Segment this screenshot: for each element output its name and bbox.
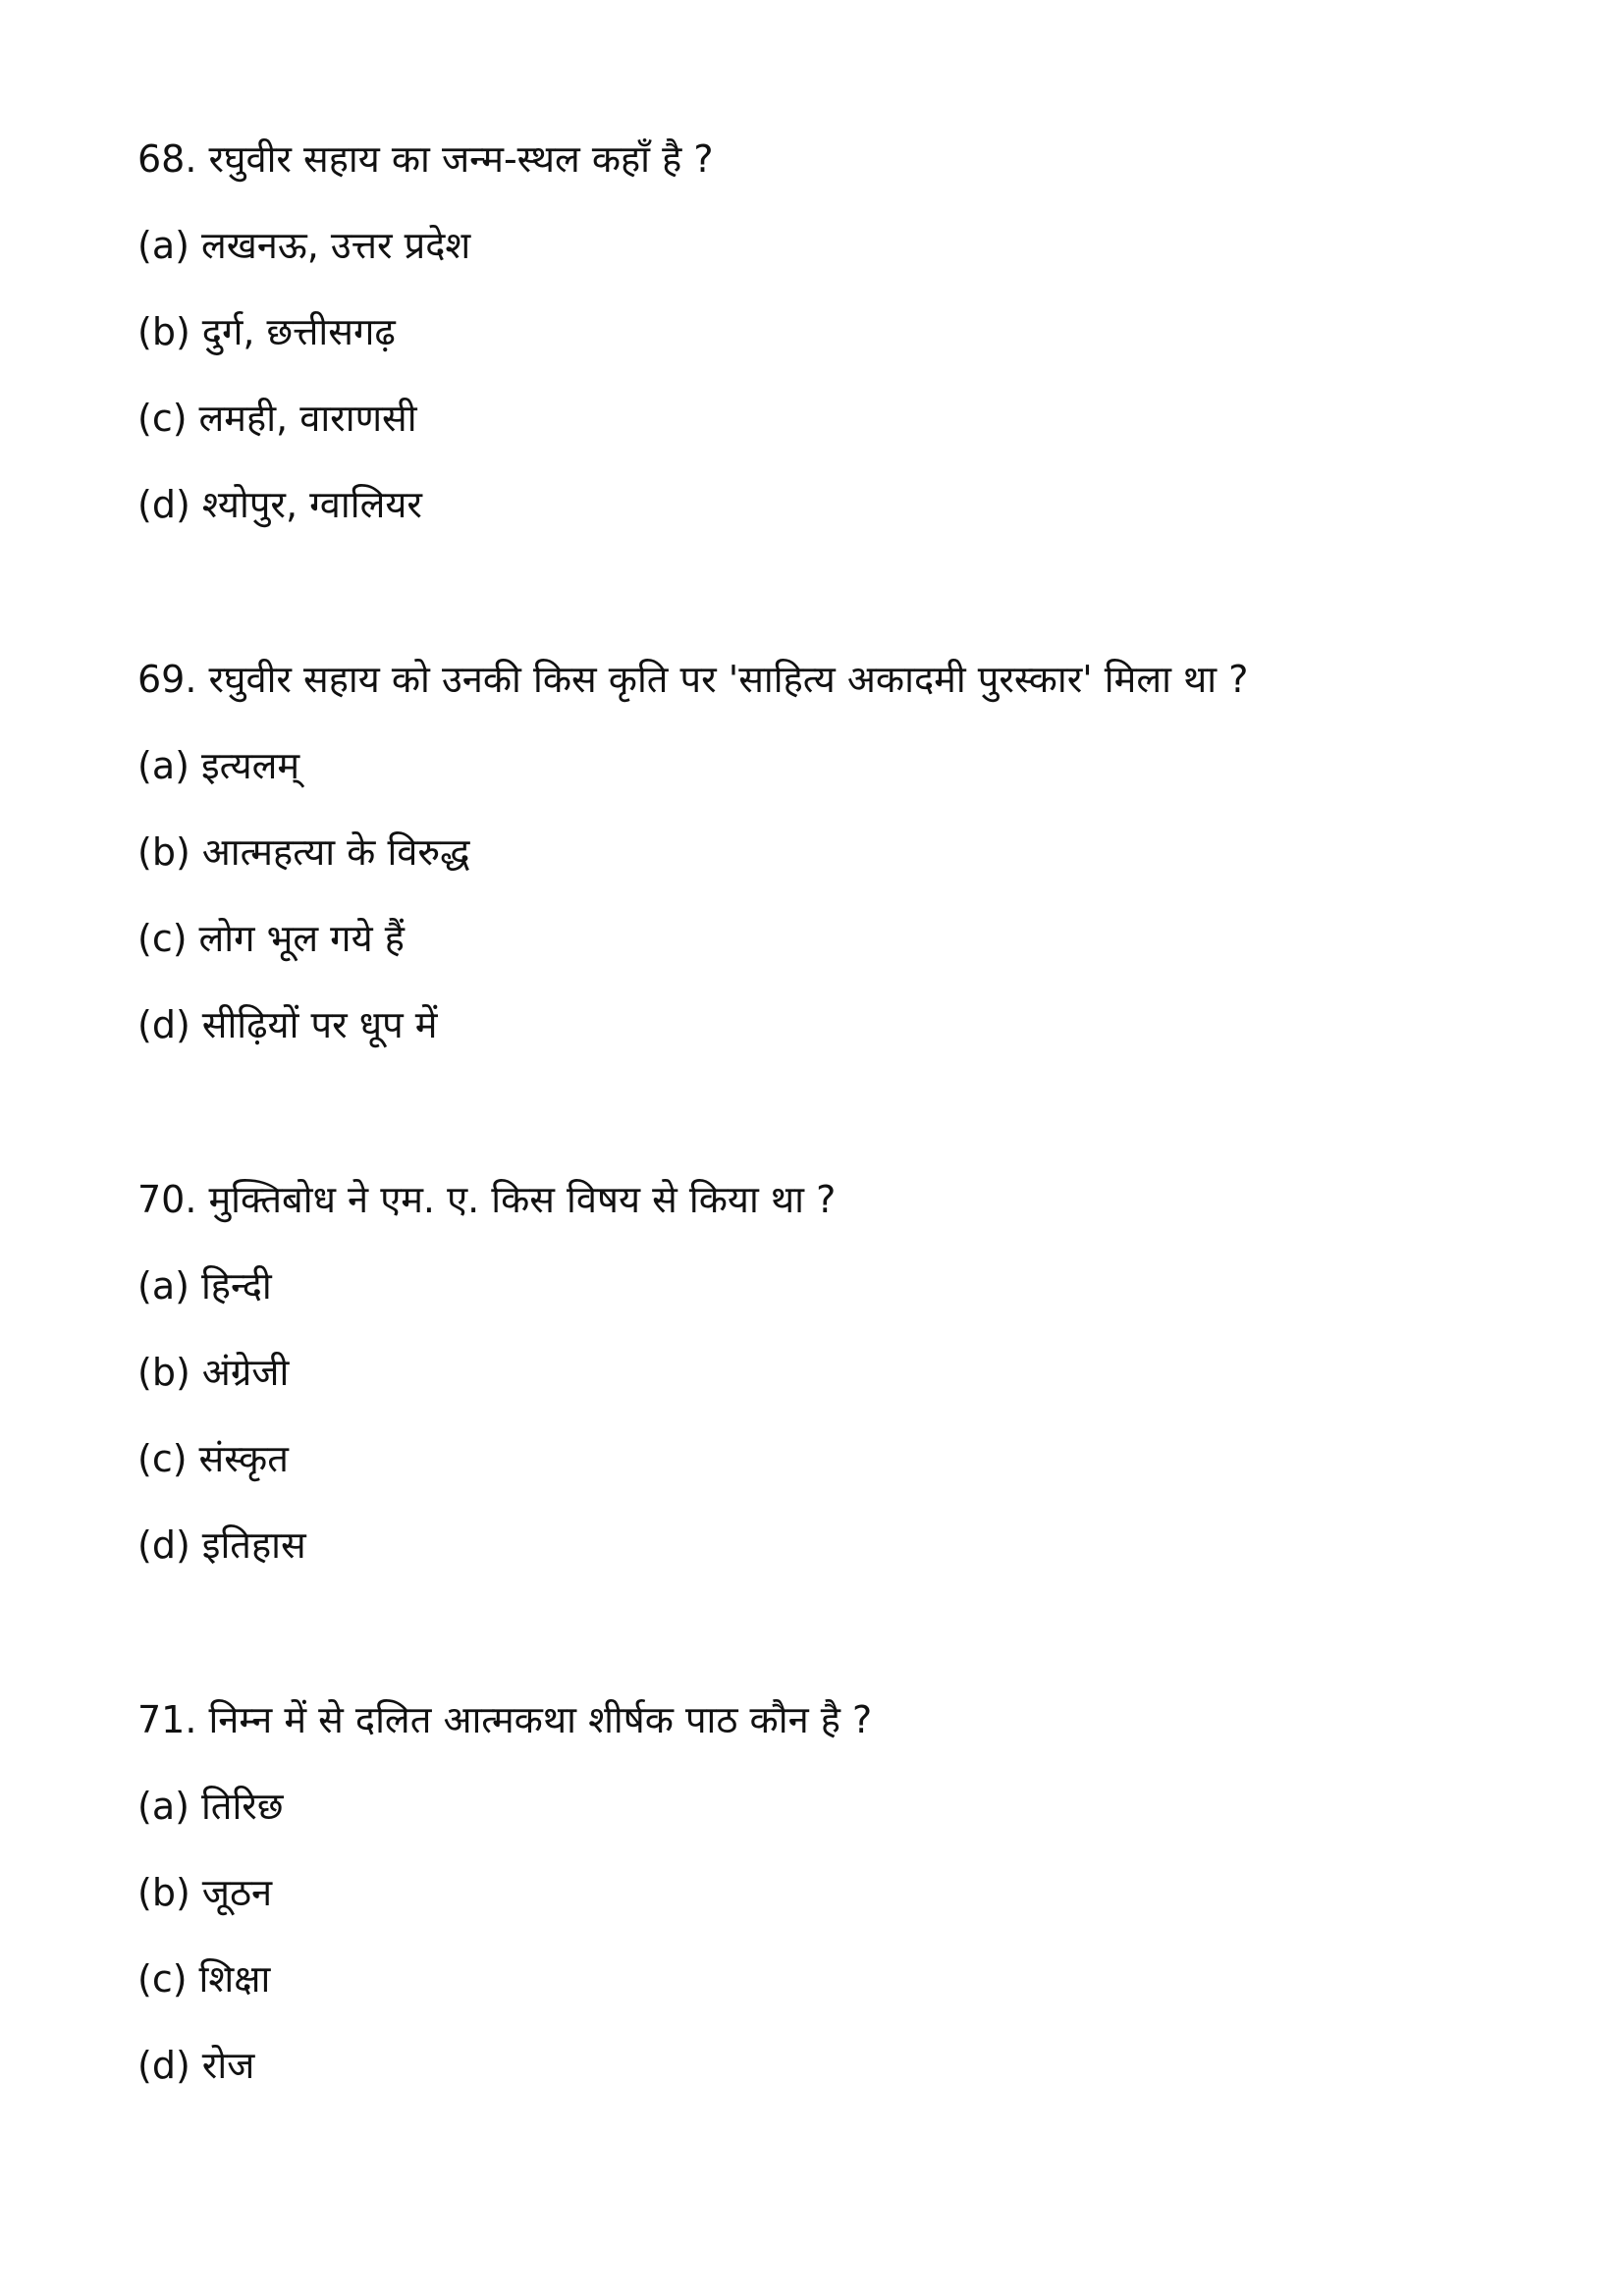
answer-option [137, 1255, 1248, 1341]
question-number: 69. [137, 658, 197, 701]
option-text: रोज [201, 2044, 255, 2087]
option-letter: (b) [137, 310, 190, 353]
question-number: 71. [137, 1698, 197, 1741]
question-block [137, 128, 1248, 648]
answer-option [137, 1861, 1248, 1948]
option-text: जूठन [201, 1871, 273, 1914]
option-text: संस्कृत [198, 1437, 289, 1480]
answer-option [137, 1775, 1248, 1861]
option-text: इतिहास [201, 1523, 306, 1567]
option-text: इत्यलम् [200, 744, 300, 787]
option-letter: (a) [137, 744, 189, 787]
option-text: शिक्षा [198, 1957, 271, 2001]
option-text: दुर्ग, छत्तीसगढ़ [201, 310, 396, 353]
option-letter: (c) [137, 1437, 188, 1480]
question-stem: निम्न में से दलित आत्मकथा शीर्षक पाठ कौन है ? [208, 1698, 873, 1741]
question-block [137, 1688, 1248, 2209]
option-letter: (d) [137, 1523, 190, 1567]
option-letter: (a) [137, 1785, 189, 1828]
option-text: लोग भूल गये हैं [198, 917, 405, 960]
question-stem: रघुवीर सहाय को उनकी किस कृति पर 'साहित्य अकादमी पुरस्कार' मिला था ? [208, 658, 1249, 701]
question-page [137, 128, 1248, 2209]
option-text: तिरिछ [200, 1785, 284, 1828]
option-text: आत्महत्या के विरुद्ध [201, 830, 470, 874]
option-letter: (c) [137, 397, 188, 440]
answer-option [137, 214, 1248, 300]
question-block [137, 1168, 1248, 1688]
answer-option [137, 300, 1248, 387]
question-text [137, 648, 1248, 734]
option-letter: (d) [137, 483, 190, 526]
answer-option [137, 1948, 1248, 2034]
option-letter: (a) [137, 224, 189, 267]
question-block [137, 648, 1248, 1168]
option-text: हिन्दी [200, 1264, 272, 1308]
answer-option [137, 907, 1248, 993]
option-text: लखनऊ, उत्तर प्रदेश [200, 224, 471, 267]
option-letter: (b) [137, 1871, 190, 1914]
answer-option [137, 473, 1248, 560]
option-letter: (c) [137, 917, 188, 960]
option-text: श्योपुर, ग्वालियर [201, 483, 422, 526]
answer-option [137, 2034, 1248, 2120]
answer-option [137, 734, 1248, 821]
question-text [137, 128, 1248, 214]
question-number: 70. [137, 1178, 197, 1221]
option-letter: (d) [137, 1003, 190, 1046]
option-letter: (d) [137, 2044, 190, 2087]
question-stem: मुक्तिबोध ने एम. ए. किस विषय से किया था ? [208, 1178, 837, 1221]
answer-option [137, 993, 1248, 1080]
option-text: सीढ़ियों पर धूप में [201, 1003, 438, 1046]
answer-option [137, 821, 1248, 907]
question-number: 68. [137, 137, 197, 181]
option-letter: (b) [137, 1351, 190, 1394]
answer-option [137, 1341, 1248, 1427]
question-stem: रघुवीर सहाय का जन्म-स्थल कहाँ है ? [208, 137, 714, 181]
answer-option [137, 1514, 1248, 1600]
option-letter: (c) [137, 1957, 188, 2001]
answer-option [137, 387, 1248, 473]
question-text [137, 1688, 1248, 1775]
option-text: लमही, वाराणसी [198, 397, 417, 440]
option-letter: (a) [137, 1264, 189, 1308]
option-letter: (b) [137, 830, 190, 874]
question-text [137, 1168, 1248, 1255]
option-text: अंग्रेजी [201, 1351, 290, 1394]
answer-option [137, 1427, 1248, 1514]
